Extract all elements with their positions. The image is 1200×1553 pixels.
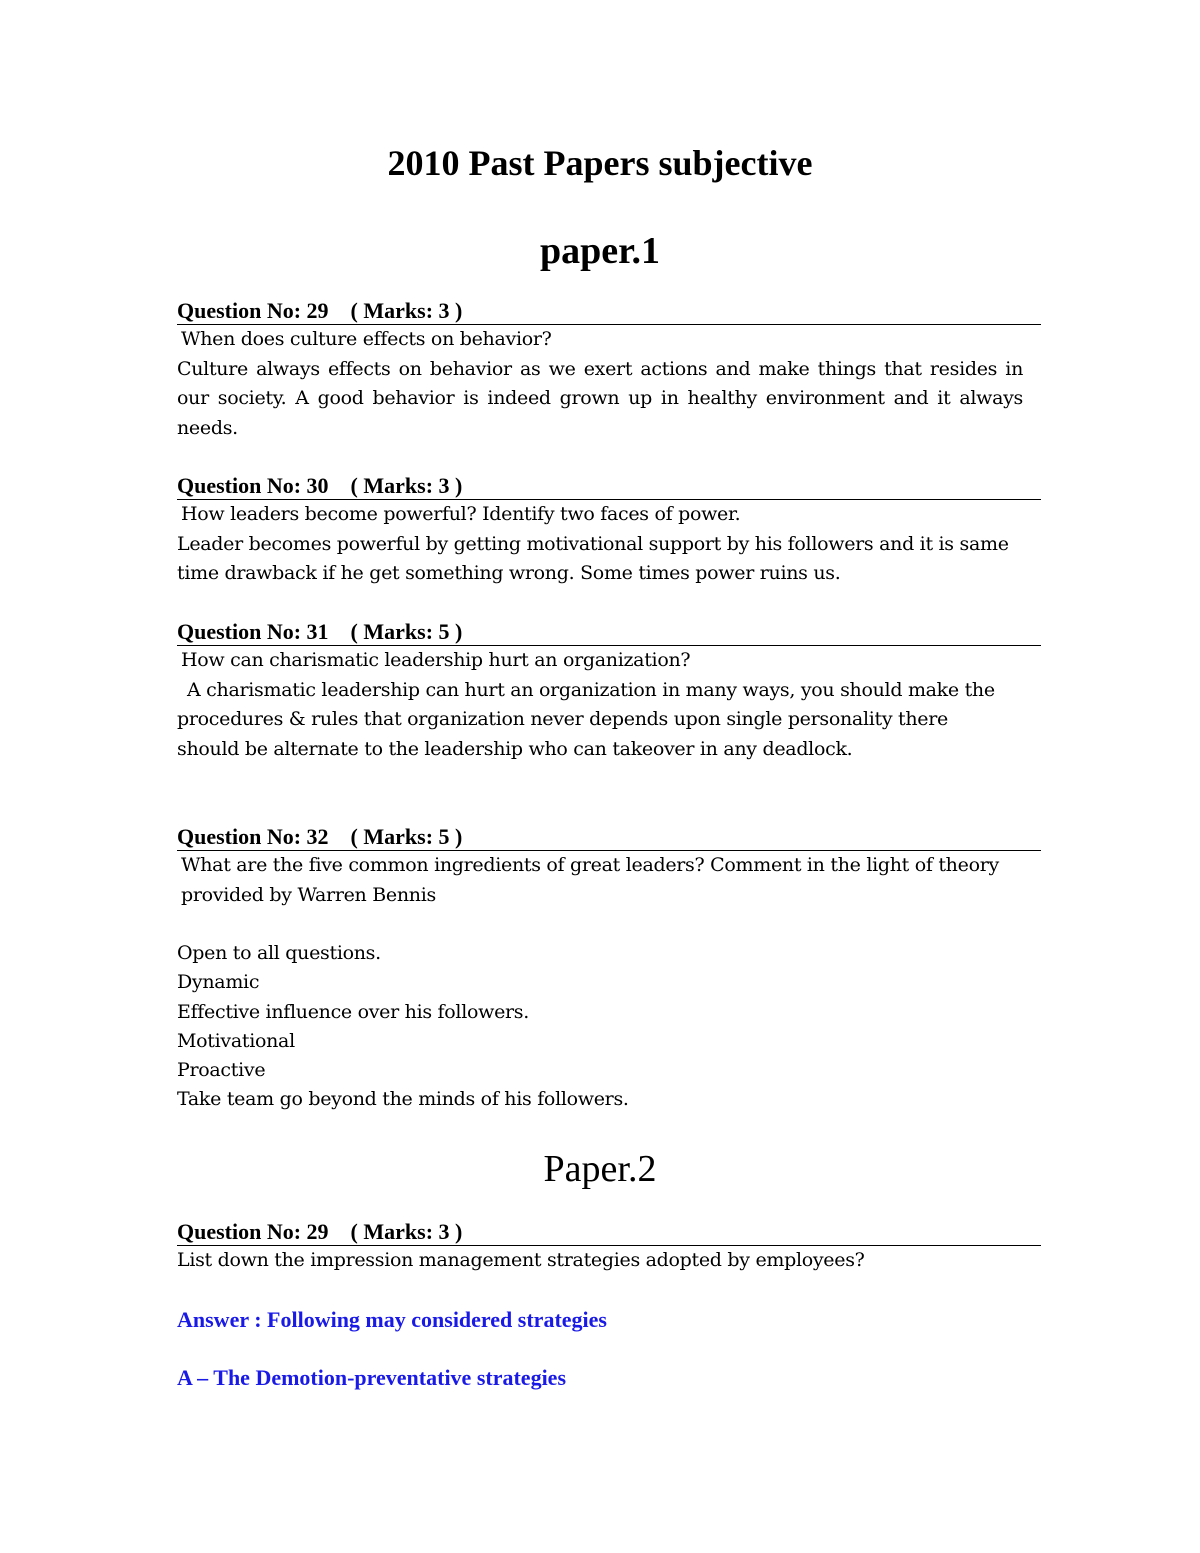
question-text: What are the five common ingredients of great leaders? Comment in the light of theory provided by Warren Bennis <box>181 854 999 906</box>
ingredients-list <box>177 939 1041 1115</box>
answer-text: A charismatic leadership can hurt an organization in many ways, you should make the procedures & rules that organization never depends upon single personality there should be alternate to the leadership who can takeover in any deadlock. <box>177 678 995 760</box>
question-header: Question No: 29 ( Marks: 3 ) <box>177 1219 1041 1246</box>
question-block-p1-q29 <box>177 298 1041 443</box>
question-header: Question No: 32 ( Marks: 5 ) <box>177 824 1041 851</box>
question-block-p1-q32 <box>177 824 1041 1115</box>
list-item: Proactive <box>177 1059 266 1082</box>
question-block-p2-q29 <box>177 1219 1041 1276</box>
question-header: Question No: 29 ( Marks: 3 ) <box>177 298 1041 325</box>
paper-1-heading: paper.1 <box>539 230 660 272</box>
answer-intro: Answer : Following may considered strategies <box>177 1307 607 1332</box>
question-text: List down the impression management strategies adopted by employees? <box>177 1249 865 1271</box>
list-item: Motivational <box>177 1029 295 1052</box>
paper-2-heading: Paper.2 <box>543 1148 657 1190</box>
document-title: 2010 Past Papers subjective <box>387 143 813 183</box>
list-item: Effective influence over his followers. <box>177 1000 530 1023</box>
answer-text: Leader becomes powerful by getting motivational support by his followers and it is same time drawback if he get something wrong. Some times power ruins us. <box>177 532 1009 584</box>
list-item: Dynamic <box>177 971 260 994</box>
question-text: How leaders become powerful? Identify two faces of power. <box>181 503 741 525</box>
question-block-p1-q30 <box>177 473 1041 589</box>
answer-text: Culture always effects on behavior as we exert actions and make things that resides in our society. A good behavior is indeed grown up in healthy environment and it always needs. <box>177 357 1023 439</box>
question-block-p1-q31 <box>177 619 1041 764</box>
question-header: Question No: 30 ( Marks: 3 ) <box>177 473 1041 500</box>
list-item: Take team go beyond the minds of his followers. <box>177 1088 629 1111</box>
question-text: When does culture effects on behavior? <box>181 328 552 350</box>
list-item: Open to all questions. <box>177 942 381 964</box>
question-text: How can charismatic leadership hurt an organization? <box>181 649 691 671</box>
question-header: Question No: 31 ( Marks: 5 ) <box>177 619 1041 646</box>
strategy-a-heading: A – The Demotion-preventative strategies <box>177 1365 567 1390</box>
